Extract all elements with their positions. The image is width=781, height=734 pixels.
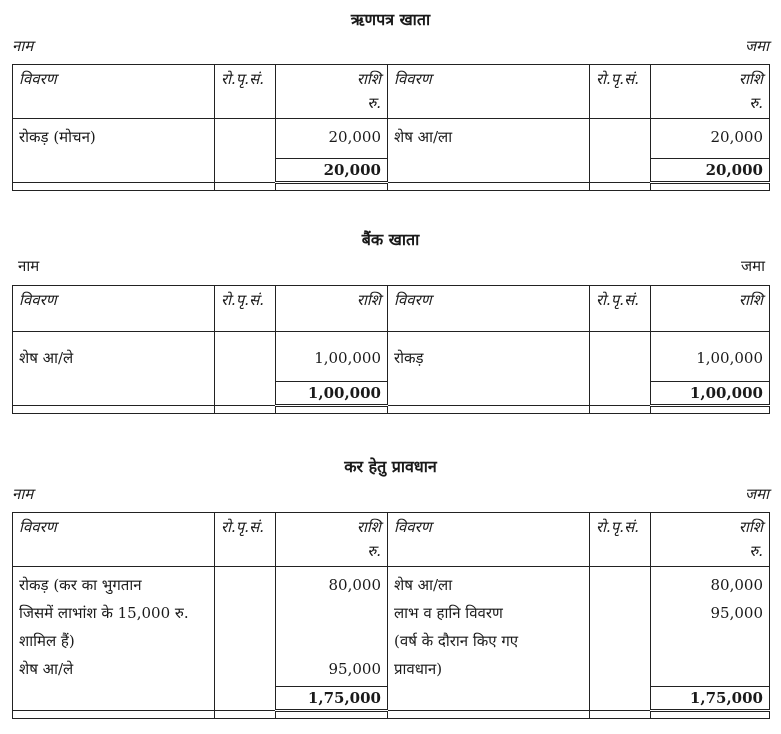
debit-amount: 80,000 95,000 xyxy=(276,567,388,687)
ledger-entry-row xyxy=(13,332,770,382)
ledger-header-row xyxy=(13,286,770,332)
debit-particulars: रोकड़ (मोचन) xyxy=(13,119,215,159)
debit-folio xyxy=(215,119,276,159)
credit-label: जमा xyxy=(741,257,765,275)
folio-header: रो.पृ.सं. xyxy=(590,513,651,567)
debit-amount: 20,000 xyxy=(276,119,388,159)
credit-label: जमा xyxy=(745,37,769,55)
amount-header: राशि रु. xyxy=(276,513,388,567)
debit-folio xyxy=(215,567,276,687)
ledger-table-tax-provision xyxy=(12,512,770,719)
account-title: बैंक खाता xyxy=(361,230,420,249)
folio-header: रो.पृ.सं. xyxy=(215,513,276,567)
ledger-entry-row xyxy=(13,567,770,687)
ledger-header-row xyxy=(13,513,770,567)
particulars-header: विवरण xyxy=(388,513,590,567)
particulars-header: विवरण xyxy=(388,286,590,332)
debit-amount: 1,00,000 xyxy=(276,332,388,382)
credit-total: 20,000 xyxy=(651,159,770,183)
particulars-header: विवरण xyxy=(13,65,215,119)
credit-folio xyxy=(590,567,651,687)
credit-particulars: शेष आ/ला xyxy=(388,119,590,159)
credit-amount: 1,00,000 xyxy=(651,332,770,382)
debit-folio xyxy=(215,332,276,382)
account-title: कर हेतु प्रावधान xyxy=(344,457,437,476)
debit-particulars: रोकड़ (कर का भुगतान जिसमें लाभांश के 15,000 रु. शामिल हैं) शेष आ/ले xyxy=(13,567,215,687)
amount-header: राशि रु. xyxy=(651,65,770,119)
credit-particulars: रोकड़ xyxy=(388,332,590,382)
debit-label: नाम xyxy=(12,485,34,503)
credit-label: जमा xyxy=(745,485,769,503)
particulars-header: विवरण xyxy=(13,513,215,567)
debit-label: नाम xyxy=(18,257,40,275)
debit-particulars: शेष आ/ले xyxy=(13,332,215,382)
account-title: ऋणपत्र खाता xyxy=(350,10,431,29)
folio-header: रो.पृ.सं. xyxy=(215,65,276,119)
credit-folio xyxy=(590,332,651,382)
ledger-total-row xyxy=(13,687,770,711)
folio-header: रो.पृ.सं. xyxy=(590,65,651,119)
folio-header: रो.पृ.सं. xyxy=(590,286,651,332)
ledger-table-bank xyxy=(12,285,770,414)
credit-total: 1,00,000 xyxy=(651,382,770,406)
ledger-total-row xyxy=(13,159,770,183)
debit-total: 1,75,000 xyxy=(276,687,388,711)
amount-header: राशि रु. xyxy=(651,513,770,567)
ledger-table-debenture xyxy=(12,64,770,191)
debit-total: 20,000 xyxy=(276,159,388,183)
folio-header: रो.पृ.सं. xyxy=(215,286,276,332)
amount-header: राशि xyxy=(276,286,388,332)
credit-particulars: शेष आ/ला लाभ व हानि विवरण (वर्ष के दौरान किए गए प्रावधान) xyxy=(388,567,590,687)
debit-label: नाम xyxy=(12,37,34,55)
debit-total: 1,00,000 xyxy=(276,382,388,406)
credit-amount: 20,000 xyxy=(651,119,770,159)
amount-header: राशि xyxy=(651,286,770,332)
ledger-total-row xyxy=(13,382,770,406)
credit-total: 1,75,000 xyxy=(651,687,770,711)
ledger-header-row xyxy=(13,65,770,119)
credit-amount: 80,000 95,000 xyxy=(651,567,770,687)
amount-header: राशि रु. xyxy=(276,65,388,119)
credit-folio xyxy=(590,119,651,159)
particulars-header: विवरण xyxy=(13,286,215,332)
ledger-entry-row xyxy=(13,119,770,159)
particulars-header: विवरण xyxy=(388,65,590,119)
